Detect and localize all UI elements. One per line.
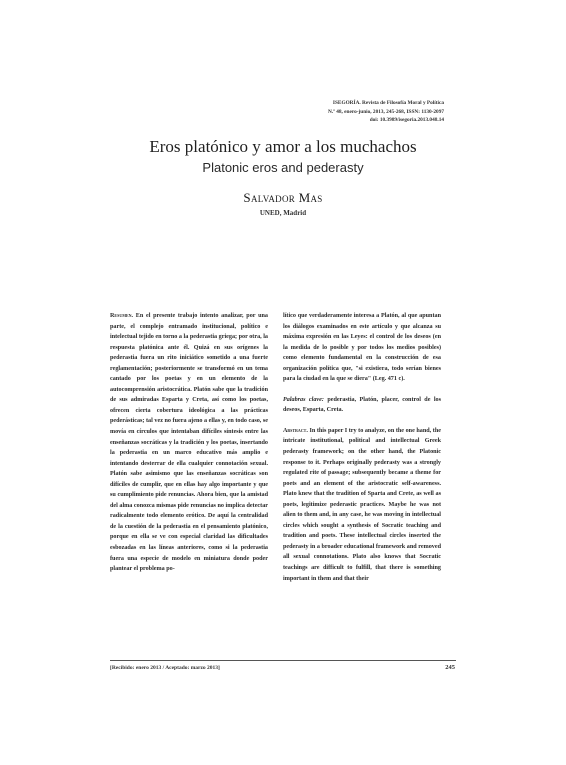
author-affiliation: UNED, Madrid: [259, 209, 307, 217]
abstract-text: In this paper I try to analyze, on the one hand, the intricate institutional, political and intellectual Greek pederasty framework; on the other hand, the Platonic response to it. Perhaps originally pederasty was a strongly regulated rite of passage; subsequently became a theme for poets and an element of the aristocratic self-awareness. Plato knew that the tradition of Sparta and Crete, as well as poets, legitimize pederastic practices. Maybe he was not alien to them and, in any case, he was moving in intellectual circles which sought a synthesis of Socratic teaching and tradition and poets. These intellectual circles inserted the pederasty in a broader educational framework and removed all sexual connotations. Plato also knows that Socratic teachings are difficult to fulfill, that there is something important in them and that their: [283, 427, 441, 582]
journal-issue: N.º 48, enero-junio, 2013, 245-268, ISSN: 1130-2097: [328, 108, 444, 115]
journal-doi: doi: 10.3989/isegoria.2013.048.14: [369, 117, 444, 124]
keywords-label: Palabras clave:: [283, 396, 324, 403]
footer-rule: [110, 660, 456, 661]
article-subtitle: Platonic eros and pederasty: [202, 160, 364, 175]
resumen-paragraph: [110, 311, 268, 575]
resumen-continued: lítico que verdaderamente interesa a Platón, al que apuntan los diálogos examinados en este artículo y que alcanza su máxima expresión en las Leyes: el control de los deseos (en la medida de lo posible y por todos los medios posibles) como elemento fundamental en la construcción de esa organización política que, "si existiera, todo serían bienes para la ciudad en la que se diera" (Leg. 471 c).: [283, 313, 441, 383]
journal-header: [328, 99, 444, 125]
author-name: Salvador Mas: [243, 190, 323, 205]
page-number: 245: [445, 664, 455, 671]
resumen-label: Resumen.: [110, 313, 134, 319]
resumen-text: En el presente trabajo intento analizar, por una parte, el complejo entramado institucional, político e intelectual tejido en torno a la pederastia griega; por otra, la respuesta platónica ante él. Quizá en sus orígenes la pederastia fuera un rito iniciático sometido a una fuerte reglamentación; posteriormente se transformó en un tema cantado por los poetas y en un elemento de la autocomprensión aristocrática. Platón sabe que la tradición de sus admiradas Esparta y Creta, así como los poetas, ofrecen cierta cobertura ideológica a las prácticas pederásticas; tal vez no fuera ajeno a ellas y, en todo caso, se movía en círculos que intentaban difíciles síntesis entre las enseñanzas socráticas y la tradición y los poetas, insertando la pederastia en un marco educativo más amplio e intentando desterrar de ella cualquier connotación sexual. Platón sabe asimismo que las enseñanzas socráticas son difíciles de cumplir, que en ellas hay algo importante y que su cumplimiento pide renuncias. Ahora bien, que la amistad del alma conozca mismas pide renuncias no implica detectar radicalmente todo elemento erótico. De aquí la centralidad de la cuestión de la pederastia en el pensamiento platónico, porque en ella se ve con especial claridad las dificultades esbozadas en las líneas anteriores, como si la pederastia fuera una especie de modelo en miniatura donde poder plantear el problema po-: [110, 313, 268, 573]
abstract-paragraph: [283, 426, 441, 584]
right-column: [283, 311, 441, 584]
keywords-text: pederastia, Platón, placer, control de los deseos, Esparta, Creta.: [283, 396, 441, 414]
abstract-label: Abstract.: [283, 427, 308, 434]
left-column: [110, 311, 268, 575]
journal-name: ISEGORÍA. Revista de Filosofía Moral y Política: [332, 100, 444, 106]
keywords-paragraph: [283, 395, 441, 416]
article-title: Eros platónico y amor a los muchachos: [149, 137, 417, 156]
received-dates: [Recibido: enero 2013 / Aceptado: marzo 2013]: [110, 665, 220, 671]
